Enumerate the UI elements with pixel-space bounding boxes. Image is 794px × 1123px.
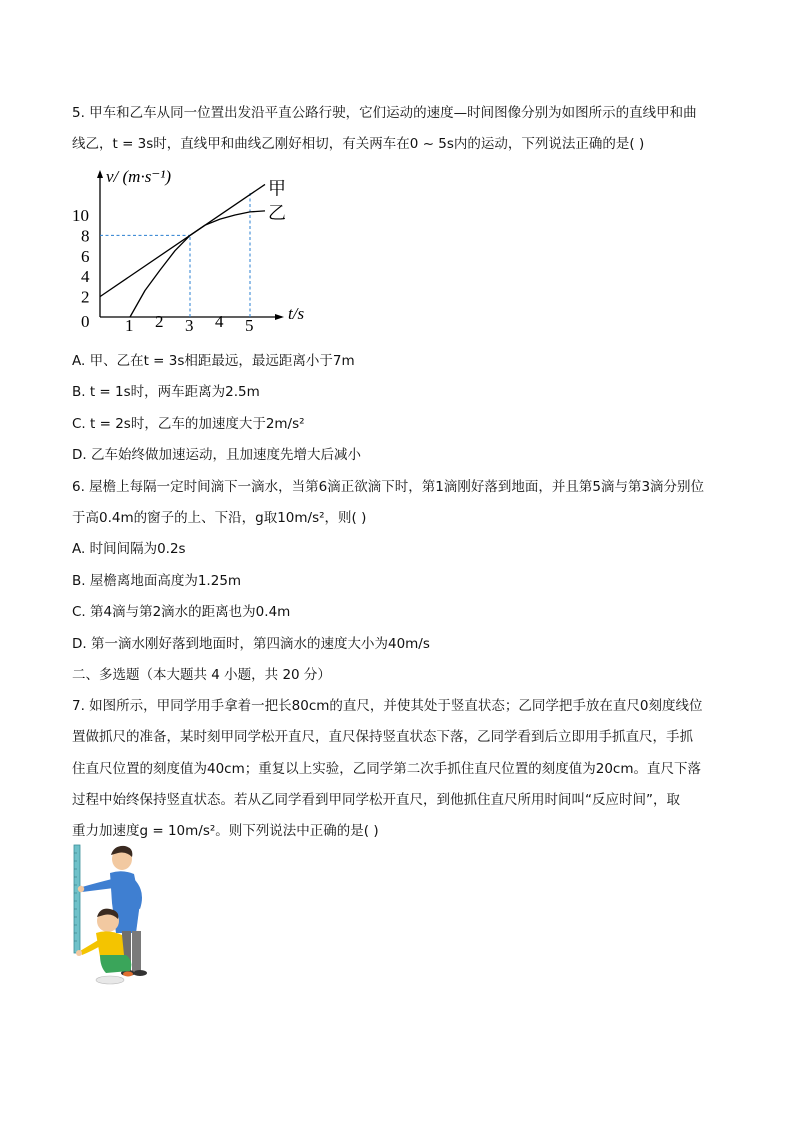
x-axis-label: t/s: [288, 304, 305, 323]
y-tick-label-4: 4: [81, 267, 90, 287]
series-yi-curve: [130, 211, 265, 317]
q6-stem-line-2: 于高0.4m的窗子的上、下沿，g取10m/s²，则( ): [72, 510, 367, 526]
series-jia-line: [100, 184, 265, 296]
series-jia-label: 甲: [268, 178, 286, 199]
velocity-time-chart: [70, 162, 330, 342]
section-heading-multiple-choice: 二、多选题（本大题共 4 小题，共 20 分）: [72, 667, 331, 683]
q7-stem-line-4: 过程中始终保持竖直状态。若从乙同学看到甲同学松开直尺，到他抓住直尺所用时间叫“反应时间”，取: [72, 792, 680, 808]
ruler-drop-illustration: [70, 843, 170, 988]
q7-stem-line-2: 置做抓尺的准备，某时刻甲同学松开直尺，直尺保持竖直状态下落，乙同学看到后立即用手抓直尺，手抓: [72, 729, 693, 745]
q5-stem-line-2: 线乙，t = 3s时，直线甲和曲线乙刚好相切，有关两车在0 ~ 5s内的运动，下列说法正确的是( ): [72, 136, 645, 152]
q6-option-b: B. 屋檐离地面高度为1.25m: [72, 573, 242, 589]
series-yi-label: 乙: [268, 202, 286, 223]
x-tick-label-5: 5: [245, 316, 254, 335]
y-tick-label-6: 6: [81, 246, 90, 266]
q5-option-c: C. t = 2s时，乙车的加速度大于2m/s²: [72, 416, 305, 432]
q7-stem-line-3: 住直尺位置的刻度值为40cm；重复以上实验，乙同学第二次手抓住直尺位置的刻度值为20cm。直尺下落: [72, 761, 702, 777]
y-tick-label-10: 10: [72, 206, 89, 225]
y-tick-label-2: 2: [81, 287, 90, 307]
x-tick-label-2: 2: [155, 312, 164, 331]
y-tick-label-8: 8: [81, 226, 90, 246]
q6-option-a: A. 时间间隔为0.2s: [72, 541, 186, 557]
x-tick-label-1: 1: [125, 316, 134, 335]
q7-stem-line-1: 7. 如图所示，甲同学用手拿着一把长80cm的直尺，并使其处于竖直状态；乙同学把手放在直尺0刻度线位: [72, 698, 703, 714]
y-axis-label: v/ (m·s⁻¹): [106, 167, 172, 186]
q6-stem-line-1: 6. 屋檐上每隔一定时间滴下一滴水，当第6滴正欲滴下时，第1滴刚好落到地面，并且第5滴与第3滴分别位: [72, 479, 705, 495]
q5-option-a: A. 甲、乙在t = 3s相距最远，最远距离小于7m: [72, 353, 355, 369]
x-tick-label-4: 4: [215, 312, 224, 331]
q5-option-d: D. 乙车始终做加速运动，且加速度先增大后减小: [72, 447, 361, 463]
q5-option-b: B. t = 1s时，两车距离为2.5m: [72, 384, 260, 400]
q7-stem-line-5: 重力加速度g = 10m/s²。则下列说法中正确的是( ): [72, 823, 379, 839]
origin-label: 0: [81, 312, 90, 331]
q6-option-c: C. 第4滴与第2滴水的距离也为0.4m: [72, 604, 291, 620]
q5-stem-line-1: 5. 甲车和乙车从同一位置出发沿平直公路行驶，它们运动的速度—时间图像分别为如图所示的直线甲和曲: [72, 105, 697, 121]
x-axis-arrow: [275, 314, 284, 320]
y-axis-arrow: [97, 170, 103, 178]
x-tick-label-3: 3: [185, 316, 194, 335]
q6-option-d: D. 第一滴水刚好落到地面时，第四滴水的速度大小为40m/s: [72, 636, 430, 652]
